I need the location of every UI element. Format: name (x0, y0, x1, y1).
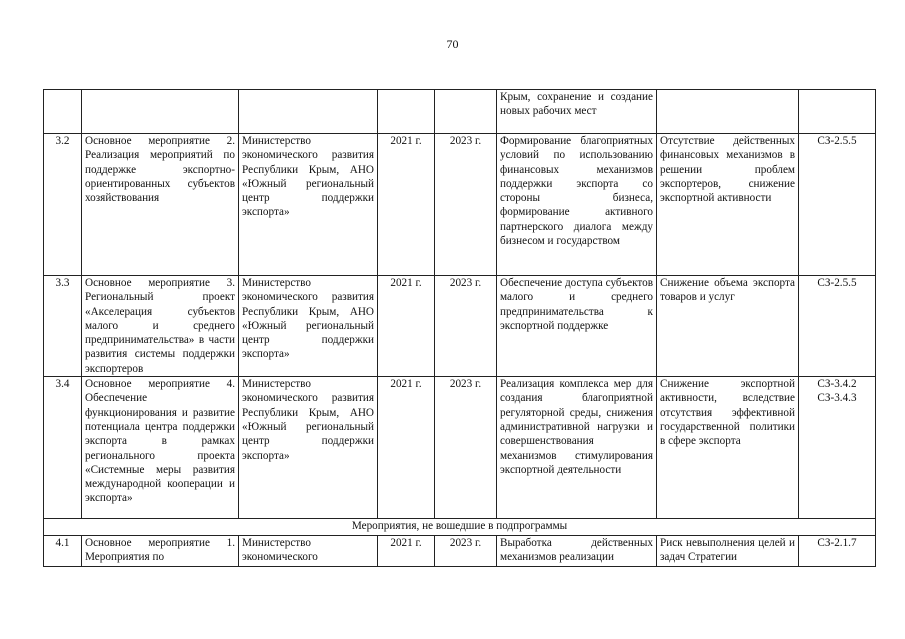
cell-executor: Министерство экономического (239, 536, 378, 567)
cell-result: Формирование благоприятных условий по использованию финансовых механизмов поддержки экспорта со стороны бизнеса, формирование активного партнерского диалога между бизнесом и государством (497, 134, 657, 276)
cell-risk (657, 90, 799, 134)
cell-end (435, 90, 497, 134)
cell-num: 4.1 (44, 536, 82, 567)
section-header: Мероприятия, не вошедшие в подпрограммы (44, 519, 876, 536)
cell-measure: Основное мероприятие 2. Реализация мероприятий по поддержке экспортно-ориентированных субъектов хозяйствования (82, 134, 239, 276)
cell-num: 3.3 (44, 276, 82, 377)
cell-start: 2021 г. (378, 377, 435, 519)
cell-num: 3.2 (44, 134, 82, 276)
cell-measure: Основное мероприятие 3. Региональный проект «Акселерация субъектов малого и среднего предпринимательства» в части развития системы поддержки экспортеров (82, 276, 239, 377)
cell-executor: Министерство экономического развития Республики Крым, АНО «Южный региональный центр поддержки экспорта» (239, 134, 378, 276)
cell-code: СЗ-2.5.5 (799, 276, 876, 377)
cell-end: 2023 г. (435, 377, 497, 519)
cell-code (799, 377, 876, 519)
cell-measure (82, 90, 239, 134)
cell-result: Выработка действенных механизмов реализации (497, 536, 657, 567)
cell-start (378, 90, 435, 134)
cell-result: Обеспечение доступа субъектов малого и среднего предпринимательства к экспортной поддержке (497, 276, 657, 377)
table-row (44, 134, 876, 276)
cell-start: 2021 г. (378, 536, 435, 567)
code-line: СЗ-3.4.3 (817, 392, 857, 405)
table-row (44, 377, 876, 519)
cell-executor (239, 90, 378, 134)
cell-result: Крым, сохранение и создание новых рабочих мест (497, 90, 657, 134)
cell-risk: Отсутствие действенных финансовых механизмов в решении проблем экспортеров, снижение экспортной активности (657, 134, 799, 276)
cell-num: 3.4 (44, 377, 82, 519)
cell-executor: Министерство экономического развития Республики Крым, АНО «Южный региональный центр поддержки экспорта» (239, 377, 378, 519)
cell-num (44, 90, 82, 134)
cell-executor: Министерство экономического развития Республики Крым, АНО «Южный региональный центр поддержки экспорта» (239, 276, 378, 377)
section-header-row (44, 519, 876, 536)
cell-measure: Основное мероприятие 1. Мероприятия по (82, 536, 239, 567)
cell-risk: Снижение экспортной активности, вследствие отсутствия эффективной государственной политики в сфере экспорта (657, 377, 799, 519)
cell-code: СЗ-2.1.7 (799, 536, 876, 567)
code-line: СЗ-3.4.2 (817, 378, 857, 391)
table-row (44, 536, 876, 567)
cell-code: СЗ-2.5.5 (799, 134, 876, 276)
cell-risk: Снижение объема экспорта товаров и услуг (657, 276, 799, 377)
cell-start: 2021 г. (378, 276, 435, 377)
cell-result: Реализация комплекса мер для создания благоприятной регуляторной среды, снижения административной нагрузки и совершенствования механизмов стимулирования экспортной деятельности (497, 377, 657, 519)
cell-end: 2023 г. (435, 536, 497, 567)
cell-end: 2023 г. (435, 134, 497, 276)
cell-risk: Риск невыполнения целей и задач Стратегии (657, 536, 799, 567)
table-row (44, 276, 876, 377)
cell-end: 2023 г. (435, 276, 497, 377)
cell-code (799, 90, 876, 134)
table-row-continuation (44, 90, 876, 134)
cell-start: 2021 г. (378, 134, 435, 276)
cell-measure: Основное мероприятие 4. Обеспечение функционирования и развитие потенциала центра поддержки экспорта в рамках регионального проекта «Системные меры развития международной кооперации и экспорта» (82, 377, 239, 519)
page-number: 70 (446, 37, 459, 51)
program-table (43, 89, 876, 567)
